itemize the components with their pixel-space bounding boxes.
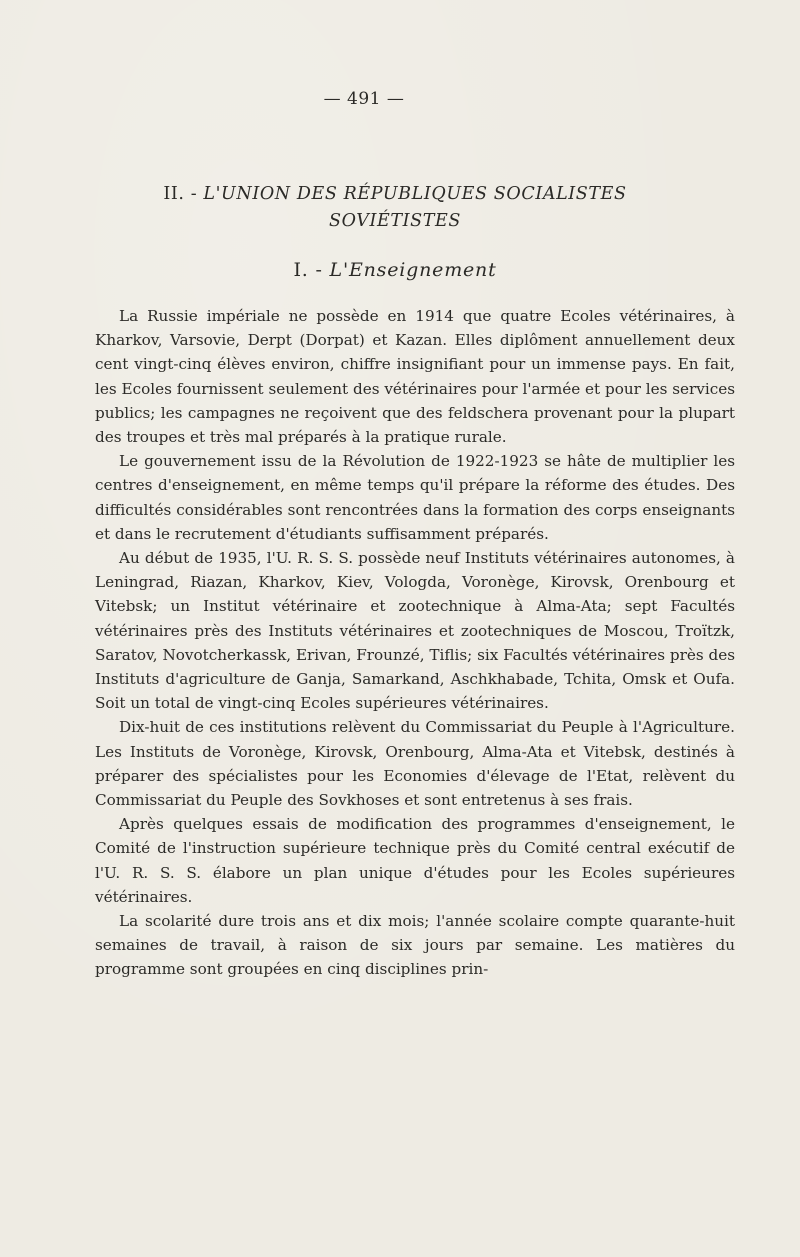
section-title-line-2: SOVIÉTISTES — [329, 211, 461, 231]
paragraph: Dix-huit de ces institutions relèvent du Commissariat du Peuple à l'Agriculture. Les Instituts de Voronège, Kirovsk, Orenbourg, Alma-Ata et Vitebsk, destinés à préparer des spécialistes pour les Economies d'élevage de l'Etat, relèvent du Commissariat du Peuple des Sovkhoses et sont entretenus à ses frais. — [95, 718, 735, 810]
subsection-title — [70, 259, 720, 281]
subsection-title-text: L'Enseignement — [329, 259, 497, 281]
section-title-line-1 — [70, 181, 720, 208]
paragraph: Après quelques essais de modification des programmes d'enseignement, le Comité de l'instruction supérieure technique près du Comité central exécutif de l'U. R. S. S. élabore un plan unique d'études pour les Ecoles supérieures vétérinaires. — [95, 815, 735, 906]
body-text — [95, 304, 735, 982]
paragraph: Au début de 1935, l'U. R. S. S. possède neuf Instituts vétérinaires autonomes, à Leningrad, Riazan, Kharkov, Kiev, Vologda, Voronège, Kirovsk, Orenbourg et Vitebsk; un Institut vétérinaire et zootechnique à Alma-Ata; sept Facultés vétérinaires près des Instituts vétérinaires et zootechniques de Moscou, Troïtzk, Saratov, Novotcherkassk, Erivan, Frounzé, Tiflis; six Facultés vétérinaires près des Instituts d'agriculture de Ganja, Samarkand, Aschkhabade, Tchita, Omsk et Oufa. Soit un total de vingt-cinq Ecoles supérieures vétérinaires. — [95, 549, 735, 713]
section-title — [70, 181, 720, 235]
paragraph: La scolarité dure trois ans et dix mois; l'année scolaire compte quarante-huit semaines de travail, à raison de six jours par semaine. Les matières du programme sont groupées en cinq disciplines prin- — [95, 912, 735, 979]
section-title-text: L'UNION DES RÉPUBLIQUES SOCIALISTES — [203, 184, 627, 204]
subsection-number: I. - — [293, 259, 323, 281]
paragraph: La Russie impériale ne possède en 1914 que quatre Ecoles vétérinaires, à Kharkov, Varsovie, Derpt (Dorpat) et Kazan. Elles diplôment annuellement deux cent vingt-cinq élèves environ, chiffre insignifiant pour un immense pays. En fait, les Ecoles fournissent seulement des vétérinaires pour l'armée et pour les services publics; les campagnes ne reçoivent que des feldschera provenant pour la plupart des troupes et très mal préparés à la pratique rurale. — [95, 307, 735, 447]
paragraph: Le gouvernement issu de la Révolution de 1922-1923 se hâte de multiplier les centres d'enseignement, en même temps qu'il prépare la réforme des études. Des difficultés considérables sont rencontrées dans la formation des corps enseignants et dans le recrutement d'étudiants suffisamment préparés. — [95, 452, 735, 543]
section-number: II. - — [163, 184, 198, 204]
page-number: — 491 — — [323, 89, 405, 109]
